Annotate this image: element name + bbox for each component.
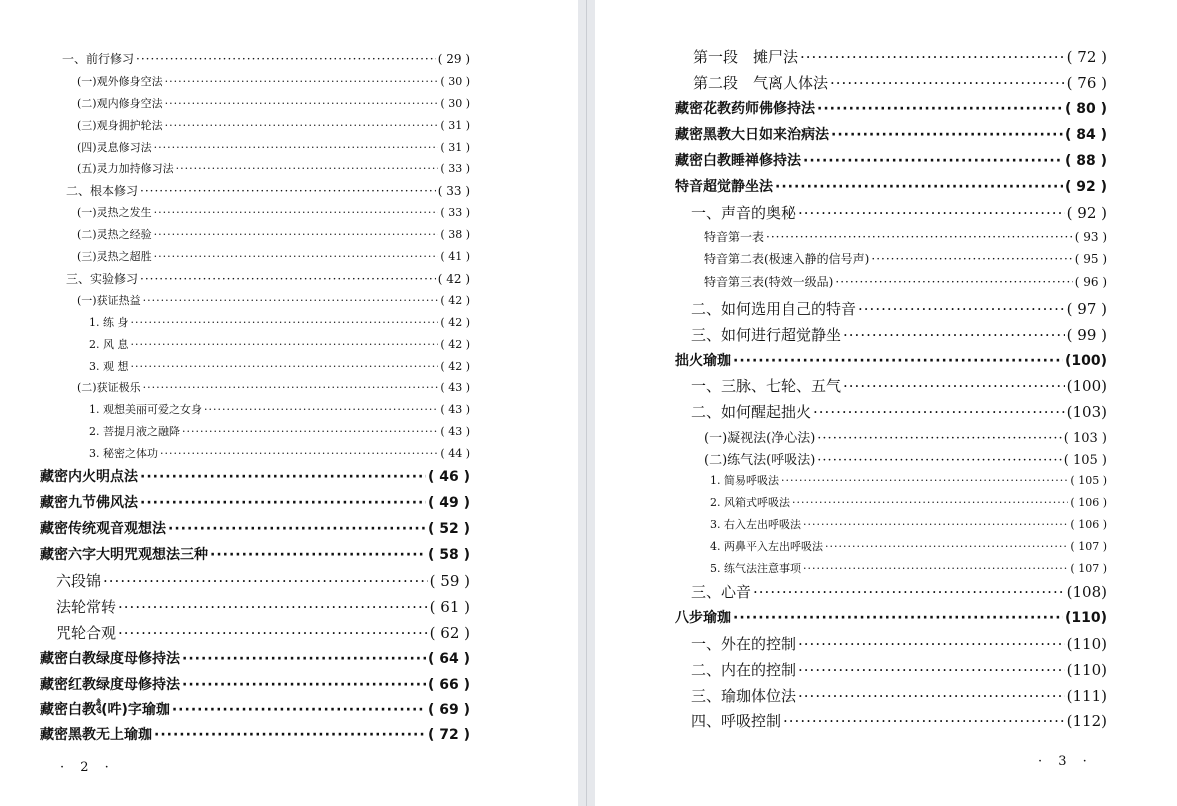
- dot-leader: [803, 562, 1068, 575]
- dot-leader: [803, 153, 1063, 169]
- toc-entry: [693, 72, 1107, 93]
- tibetan-syllable-glyph: ཧཱུྃ: [96, 701, 102, 712]
- toc-entry-title: 藏密九节佛风法: [40, 495, 138, 511]
- toc-entry: [77, 160, 470, 176]
- dot-leader: [165, 97, 439, 110]
- toc-entry-title: 拙火瑜珈: [675, 353, 731, 369]
- dot-leader: [817, 431, 1061, 446]
- dot-leader: [140, 469, 426, 485]
- toc-entry-page-number: (103): [1066, 403, 1107, 421]
- dot-leader: [118, 624, 428, 642]
- toc-entry-title: (一)凝视法(净心法): [704, 431, 816, 446]
- toc-entry-title: 二、如何选用自己的特音: [691, 300, 857, 318]
- toc-entry: [40, 724, 470, 744]
- toc-entry: [77, 73, 470, 89]
- toc-entry-title: (一)灵热之发生: [77, 206, 152, 219]
- toc-entry: [704, 228, 1107, 245]
- toc-entry: [66, 270, 470, 287]
- toc-entry: [77, 204, 470, 220]
- toc-entry-title: 藏密白教绿度母修持法: [40, 651, 180, 667]
- toc-entry-page-number: ( 42 ): [440, 294, 470, 307]
- toc-entry-title: 三、心音: [691, 583, 752, 601]
- toc-entry-page-number: ( 96 ): [1074, 275, 1107, 289]
- dot-leader: [733, 610, 1063, 626]
- toc-entry-page-number: (112): [1066, 712, 1107, 730]
- toc-entry-title: 3. 右入左出呼吸法: [710, 518, 801, 531]
- toc-entry-title: 法轮常转: [56, 598, 117, 616]
- toc-entry: [710, 560, 1107, 576]
- dot-leader: [803, 518, 1068, 531]
- toc-entry-page-number: ( 30 ): [440, 97, 470, 110]
- toc-entry: [77, 95, 470, 111]
- dot-leader: [140, 495, 426, 511]
- toc-entry: [691, 202, 1107, 223]
- dot-leader: [165, 119, 439, 132]
- toc-entry-page-number: ( 43 ): [440, 381, 470, 394]
- toc-entry-page-number: ( 93 ): [1074, 230, 1107, 244]
- toc-entry-title: 2. 风 息: [89, 338, 129, 351]
- toc-entry-title: 一、外在的控制: [691, 635, 797, 653]
- toc-entry-title: 藏密黑教大日如来治病法: [675, 127, 829, 143]
- toc-entry-page-number: ( 33 ): [440, 206, 470, 219]
- toc-entry-title: 一、三脉、七轮、五气: [691, 377, 842, 395]
- toc-entry-title: 三、瑜珈体位法: [691, 687, 797, 705]
- dot-leader: [825, 540, 1068, 553]
- toc-entry-title: 藏密白教睡禅修持法: [675, 153, 801, 169]
- toc-entry: [56, 570, 470, 591]
- dot-leader: [766, 230, 1073, 244]
- toc-entry: [89, 445, 470, 461]
- toc-entry-title: 二、根本修习: [66, 184, 139, 198]
- dot-leader: [204, 403, 438, 416]
- dot-leader: [817, 453, 1061, 468]
- toc-entry-title: 5. 练气法注意事项: [710, 562, 801, 575]
- dot-leader: [131, 360, 439, 373]
- dot-leader: [154, 250, 439, 263]
- dot-leader: [781, 474, 1068, 487]
- toc-entry: [89, 423, 470, 439]
- toc-entry-title: 三、实验修习: [66, 272, 139, 286]
- toc-entry: [89, 358, 470, 374]
- toc-entry-page-number: ( 61 ): [429, 598, 470, 616]
- toc-entry-page-number: ( 33 ): [437, 184, 470, 198]
- toc-entry-page-number: (100): [1066, 377, 1107, 395]
- toc-entry: [704, 273, 1107, 290]
- toc-entry-page-number: (110): [1066, 661, 1107, 679]
- toc-entry-title: 特音第二表(极速入静的信号声): [704, 252, 870, 266]
- toc-entry: [77, 117, 470, 133]
- toc-entry-page-number: ( 97 ): [1066, 300, 1107, 318]
- dot-leader: [140, 184, 436, 198]
- toc-entry-page-number: (110): [1066, 635, 1107, 653]
- toc-entry: [675, 176, 1107, 196]
- toc-entry-page-number: ( 105 ): [1063, 453, 1107, 468]
- toc-entry-title: 三、如何进行超觉静坐: [691, 326, 842, 344]
- toc-entry: [77, 248, 470, 264]
- toc-entry-title: (一)获证热益: [77, 294, 141, 307]
- dot-leader: [154, 141, 439, 154]
- toc-entry: [691, 685, 1107, 706]
- toc-entry-title: 4. 两鼻平入左出呼吸法: [710, 540, 823, 553]
- dot-leader: [831, 127, 1063, 143]
- toc-entry-title: 一、声音的奥秘: [691, 204, 797, 222]
- toc-entry-title: 咒轮合观: [56, 624, 117, 642]
- toc-entry-title: 二、如何醒起拙火: [691, 403, 812, 421]
- toc-entry-title: 八步瑜珈: [675, 610, 731, 626]
- toc-entry-title: (三)观身拥护轮法: [77, 119, 163, 132]
- toc-entry: [691, 581, 1107, 602]
- toc-entry-title: 藏密白教$^{ཧཱུྃ}$(吽)字瑜珈: [40, 701, 170, 718]
- toc-entry-page-number: ( 59 ): [429, 572, 470, 590]
- toc-entry-page-number: (110): [1064, 610, 1107, 626]
- dot-leader: [817, 101, 1063, 117]
- toc-entry: [40, 466, 470, 486]
- toc-entry: [693, 46, 1107, 67]
- dot-leader: [172, 702, 426, 718]
- toc-entry: [675, 350, 1107, 370]
- toc-entry: [40, 674, 470, 694]
- toc-entry: [691, 298, 1107, 319]
- dot-leader: [154, 206, 439, 219]
- toc-entry: [691, 375, 1107, 396]
- toc-entry: [62, 50, 470, 67]
- dot-leader: [753, 583, 1065, 601]
- left-page: [0, 0, 578, 806]
- toc-entry-title: 特音第一表: [704, 230, 765, 244]
- toc-entry-title: 一、前行修习: [62, 52, 135, 66]
- dot-leader: [103, 572, 428, 590]
- toc-entry: [710, 516, 1107, 532]
- dot-leader: [871, 252, 1072, 266]
- toc-entry-title: 3. 秘密之体功: [89, 447, 158, 460]
- toc-entry: [710, 538, 1107, 554]
- toc-entry-page-number: ( 105 ): [1070, 474, 1107, 487]
- toc-entry-title: 藏密红教绿度母修持法: [40, 677, 180, 693]
- toc-entry-title: 1. 简易呼吸法: [710, 474, 779, 487]
- toc-entry: [675, 124, 1107, 144]
- toc-entry: [691, 710, 1107, 731]
- toc-entry-page-number: (100): [1064, 353, 1107, 369]
- toc-entry-page-number: ( 46 ): [427, 469, 470, 485]
- toc-entry-page-number: ( 30 ): [440, 75, 470, 88]
- toc-entry: [89, 314, 470, 330]
- dot-leader: [131, 316, 439, 329]
- toc-entry: [89, 401, 470, 417]
- toc-entry-page-number: ( 106 ): [1070, 518, 1107, 531]
- toc-entry-page-number: ( 42 ): [440, 360, 470, 373]
- toc-entry: [691, 324, 1107, 345]
- toc-entry-page-number: ( 95 ): [1074, 252, 1107, 266]
- toc-entry-page-number: ( 99 ): [1066, 326, 1107, 344]
- toc-entry-title: 第二段 气离人体法: [693, 74, 829, 92]
- dot-leader: [800, 48, 1065, 66]
- dot-leader: [813, 403, 1065, 421]
- dot-leader: [733, 353, 1063, 369]
- dot-leader: [182, 677, 426, 693]
- dot-leader: [143, 294, 439, 307]
- dot-leader: [176, 162, 439, 175]
- toc-entry-title: 四、呼吸控制: [691, 712, 782, 730]
- toc-entry-title: (一)观外修身空法: [77, 75, 163, 88]
- dot-leader: [843, 326, 1065, 344]
- dot-leader: [154, 228, 439, 241]
- toc-entry: [710, 472, 1107, 488]
- dot-leader: [210, 547, 426, 563]
- toc-entry-page-number: (111): [1066, 687, 1107, 705]
- toc-entry: [691, 633, 1107, 654]
- toc-entry-page-number: ( 42 ): [440, 338, 470, 351]
- dot-leader: [160, 447, 438, 460]
- toc-entry-page-number: ( 107 ): [1070, 562, 1107, 575]
- toc-entry-page-number: ( 43 ): [440, 403, 470, 416]
- dot-leader: [858, 300, 1065, 318]
- dot-leader: [182, 651, 426, 667]
- toc-entry-page-number: ( 84 ): [1064, 127, 1107, 143]
- toc-entry: [77, 226, 470, 242]
- toc-entry-page-number: ( 42 ): [440, 316, 470, 329]
- dot-leader: [835, 275, 1072, 289]
- toc-entry-title: (二)观内修身空法: [77, 97, 163, 110]
- toc-entry-page-number: ( 88 ): [1064, 153, 1107, 169]
- dot-leader: [798, 204, 1065, 222]
- toc-entry: [40, 492, 470, 512]
- toc-entry: [77, 292, 470, 308]
- toc-entry-page-number: ( 69 ): [427, 702, 470, 718]
- dot-leader: [182, 425, 438, 438]
- toc-entry-title: 1. 观想美丽可爱之女身: [89, 403, 202, 416]
- toc-entry-title: 六段锦: [56, 572, 102, 590]
- toc-entry: [89, 336, 470, 352]
- dot-leader: [131, 338, 439, 351]
- toc-entry-page-number: ( 42 ): [437, 272, 470, 286]
- toc-entry-title: 3. 观 想: [89, 360, 129, 373]
- dot-leader: [118, 598, 428, 616]
- dot-leader: [798, 661, 1065, 679]
- toc-entry-page-number: ( 43 ): [440, 425, 470, 438]
- toc-entry: [675, 607, 1107, 627]
- toc-entry-page-number: ( 52 ): [427, 521, 470, 537]
- dot-leader: [154, 727, 426, 743]
- toc-entry-title: (四)灵息修习法: [77, 141, 152, 154]
- toc-entry-page-number: ( 62 ): [429, 624, 470, 642]
- dot-leader: [798, 687, 1065, 705]
- dot-leader: [140, 272, 436, 286]
- toc-entry-title: 藏密六字大明咒观想法三种: [40, 547, 208, 563]
- toc-entry-title: 特音第三表(特效一级品): [704, 275, 834, 289]
- toc-entry-page-number: ( 66 ): [427, 677, 470, 693]
- toc-entry: [675, 98, 1107, 118]
- toc-entry-title: (五)灵力加持修习法: [77, 162, 174, 175]
- dot-leader: [783, 712, 1065, 730]
- toc-entry-page-number: ( 76 ): [1066, 74, 1107, 92]
- dot-leader: [830, 74, 1065, 92]
- toc-entry: [710, 494, 1107, 510]
- toc-entry-title: 藏密黑教无上瑜珈: [40, 727, 152, 743]
- toc-entry-title: (二)获证极乐: [77, 381, 141, 394]
- toc-entry-page-number: ( 31 ): [440, 119, 470, 132]
- dot-leader: [165, 75, 439, 88]
- toc-entry-title: (二)练气法(呼吸法): [704, 453, 816, 468]
- toc-entry-title: 二、内在的控制: [691, 661, 797, 679]
- toc-entry-page-number: ( 106 ): [1070, 496, 1107, 509]
- toc-entry-page-number: ( 58 ): [427, 547, 470, 563]
- toc-entry: [675, 150, 1107, 170]
- toc-entry: [40, 518, 470, 538]
- toc-entry: [56, 622, 470, 643]
- dot-leader: [798, 635, 1065, 653]
- toc-entry-title: 1. 练 身: [89, 316, 129, 329]
- toc-entry-page-number: ( 31 ): [440, 141, 470, 154]
- dot-leader: [136, 52, 436, 66]
- toc-entry: [66, 182, 470, 199]
- dot-leader: [792, 496, 1068, 509]
- page-footer-number: · 3 ·: [1038, 754, 1093, 769]
- toc-entry: [40, 648, 470, 668]
- toc-entry: [56, 596, 470, 617]
- dot-leader: [843, 377, 1065, 395]
- toc-entry: [40, 699, 470, 719]
- toc-entry-page-number: ( 92 ): [1066, 204, 1107, 222]
- toc-entry-page-number: ( 33 ): [440, 162, 470, 175]
- toc-entry-page-number: ( 44 ): [440, 447, 470, 460]
- dot-leader: [775, 179, 1063, 195]
- toc-entry-title: 2. 菩提月液之融降: [89, 425, 180, 438]
- page-footer-number: · 2 ·: [60, 760, 115, 775]
- toc-entry-title: 2. 风箱式呼吸法: [710, 496, 790, 509]
- dot-leader: [168, 521, 426, 537]
- toc-entry-title: (二)灵热之经验: [77, 228, 152, 241]
- toc-entry: [691, 401, 1107, 422]
- toc-entry: [77, 379, 470, 395]
- toc-entry-title: 第一段 摊尸法: [693, 48, 799, 66]
- toc-entry-title: 藏密内火明点法: [40, 469, 138, 485]
- toc-entry-title: (三)灵热之超胜: [77, 250, 152, 263]
- toc-entry-page-number: (108): [1066, 583, 1107, 601]
- toc-entry-page-number: ( 92 ): [1064, 179, 1107, 195]
- toc-entry-page-number: ( 49 ): [427, 495, 470, 511]
- toc-entry-page-number: ( 41 ): [440, 250, 470, 263]
- toc-entry: [40, 544, 470, 564]
- toc-entry: [704, 427, 1107, 446]
- toc-entry-title: 藏密传统观音观想法: [40, 521, 166, 537]
- right-page: [595, 0, 1177, 806]
- page-spine-divider: [586, 0, 587, 806]
- toc-entry-page-number: ( 103 ): [1063, 431, 1107, 446]
- toc-entry-page-number: ( 72 ): [1066, 48, 1107, 66]
- toc-entry-page-number: ( 38 ): [440, 228, 470, 241]
- toc-entry-title: 藏密花教药师佛修持法: [675, 101, 815, 117]
- toc-entry-title: 特音超觉静坐法: [675, 179, 773, 195]
- toc-entry: [704, 250, 1107, 267]
- toc-entry-page-number: ( 72 ): [427, 727, 470, 743]
- toc-entry-page-number: ( 80 ): [1064, 101, 1107, 117]
- toc-entry-page-number: ( 107 ): [1070, 540, 1107, 553]
- toc-entry-page-number: ( 29 ): [437, 52, 470, 66]
- toc-entry: [704, 449, 1107, 468]
- dot-leader: [143, 381, 439, 394]
- toc-entry: [77, 139, 470, 155]
- toc-entry-page-number: ( 64 ): [427, 651, 470, 667]
- toc-entry: [691, 659, 1107, 680]
